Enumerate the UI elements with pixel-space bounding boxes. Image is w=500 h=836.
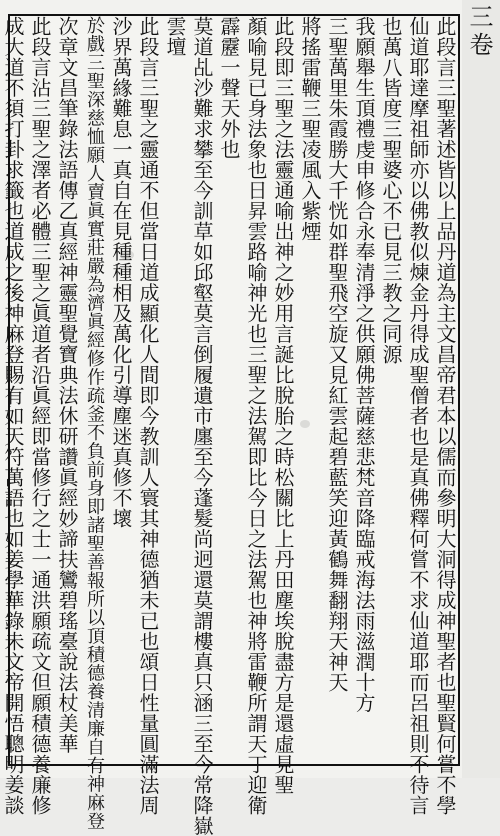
- text-column-3: 也萬八皆度三聖婆心不已見三教之同源: [379, 16, 403, 365]
- text-column-1: 此段言三聖著述皆以上品丹道為主文昌帝君本以儒而參明大洞得成神聖者也聖賢何嘗不學: [433, 16, 457, 816]
- text-column-11: 雲壇: [163, 16, 187, 57]
- text-column-4: 我願舉生頂禮虔申修合永奉清淨之供願佛菩薩慈悲梵音降臨戒海法雨滋潤十方: [352, 16, 376, 713]
- text-column-9: 霹靂一聲天外也: [217, 16, 241, 160]
- ink-stain: [120, 250, 134, 260]
- text-column-13: 沙界萬緣難息一真自在見種種相及萬化引導塵迷真修不壞: [109, 16, 133, 529]
- text-column-7: 此段即三聖之法靈通喻出神之妙用言誕比脫胎之時松關比上丹田塵埃脫盡方是還虛見聖: [271, 16, 295, 795]
- text-column-2: 仙道耶達摩祖師亦以佛教似煉金丹得成聖僧者也是真佛釋何嘗不求仙道耶而呂祖則不待言: [406, 16, 430, 816]
- text-column-12: 此段言三聖之靈通不但當日道成顯化人間即今教訓人寰其神德猶未已也頌日性量圓滿法周: [136, 16, 160, 816]
- text-column-16: 此段言沾三聖之澤者必體三聖之眞道者沿眞經即當修行之士一通洪願疏文但願積德養廉修: [28, 16, 52, 816]
- text-column-5: 三聖萬里朱霞勝大千恍如群聖飛空旋又見紅雲起碧藍笑迎黃鶴舞翻翔天神天: [325, 16, 349, 693]
- text-column-15: 次章文昌筆錄法語傳乙真經神靈聖覺寶典法休研讚眞經妙諦扶鸞碧瑤臺說法杖美華: [55, 16, 79, 754]
- ink-stain: [300, 420, 310, 428]
- text-column-14: 於戲三聖深慈恤願人賣眞實莊嚴為濟眞經修作疏釜不負前身即諸聖善報所以頂積德養清廉自有神麻登: [84, 16, 105, 830]
- text-columns: [1, 16, 458, 836]
- margin-header: 三卷: [465, 4, 493, 60]
- text-column-6: 將搖雷鞭三聖凌風入紫煙: [298, 16, 322, 242]
- text-column-17: 成大道不須打卦求籤也道成之後神麻登賜有如天符萬語也如姜學華錄未文帝開悟聰明姜談: [1, 16, 25, 816]
- text-column-8: 顏喻見已身法象也日昇雲路喻神光也三聖之法駕即比今日之法駕也神將雷鞭所謂天丁迎衛: [244, 16, 268, 816]
- text-column-10: 莫道乩沙難求攀至今訓草如邱壑莫言倒履遺市廛至今蓬髮尚迥還莫謂樓真只涵三至今常降嶽: [190, 16, 214, 836]
